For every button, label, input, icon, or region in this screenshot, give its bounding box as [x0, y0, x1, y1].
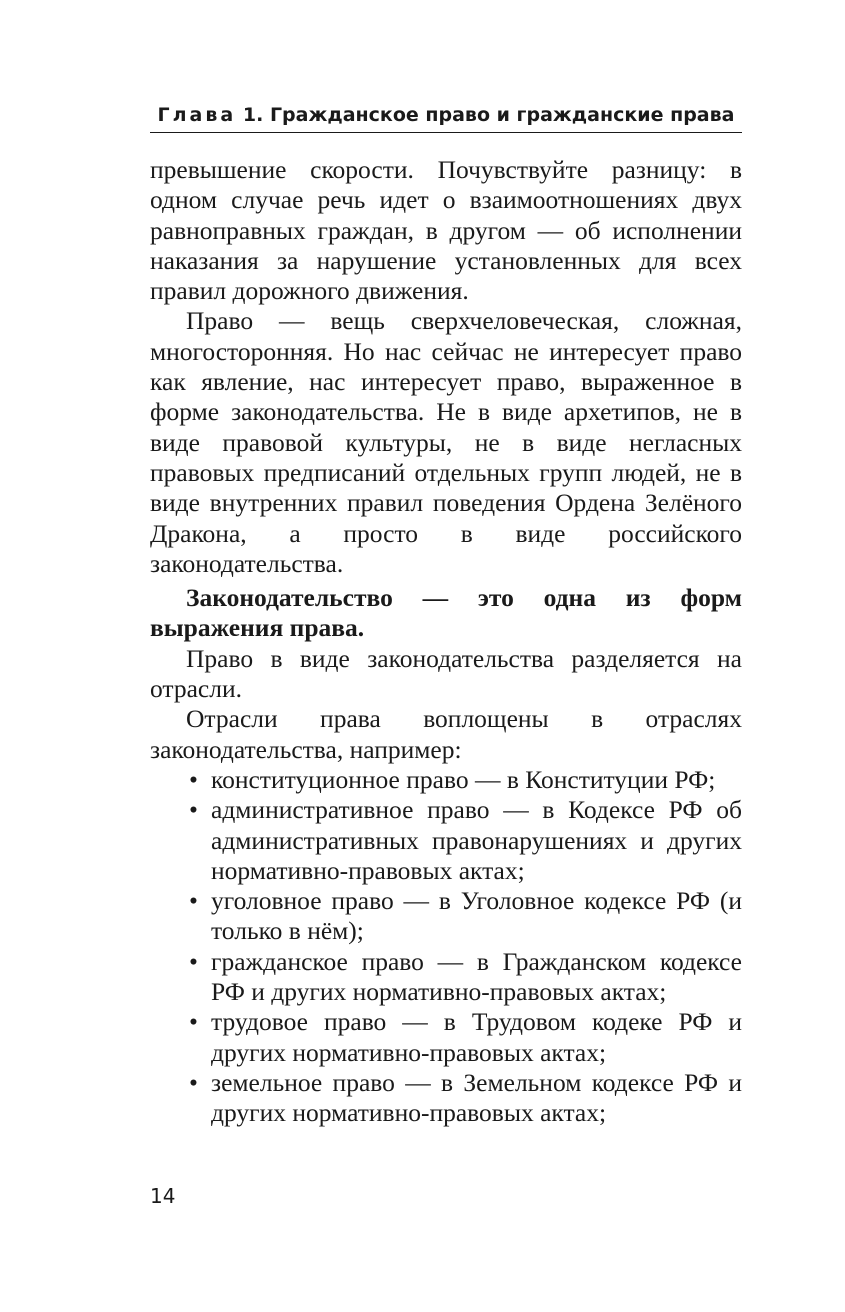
- chapter-word: Глава: [157, 104, 237, 126]
- list-item: [150, 947, 742, 1008]
- chapter-number: 1.: [242, 104, 264, 126]
- bullet-icon: •: [189, 1067, 198, 1097]
- list-item: [150, 795, 742, 886]
- list-item-text: трудовое право — в Трудовом кодеке РФ и других нормативно-правовых актах;: [211, 1007, 742, 1067]
- bullet-icon: •: [189, 795, 198, 825]
- bullet-icon: •: [189, 946, 198, 976]
- list-item: [150, 886, 742, 947]
- list-item: [150, 1068, 742, 1129]
- bullet-icon: •: [189, 764, 198, 794]
- list-item-text: конституционное право — в Конституции РФ;: [211, 764, 716, 794]
- running-head: [150, 103, 742, 127]
- page-number: 14: [150, 1184, 176, 1208]
- list-item: [150, 1007, 742, 1068]
- list-item-text: гражданское право — в Гражданском кодексе РФ и других нормативно-правовых актах;: [211, 946, 742, 1007]
- header-rule: [150, 132, 742, 133]
- paragraph-examples-intro: Отрасли права воплощены в отраслях законодательства, например:: [150, 704, 742, 764]
- bullet-icon: •: [189, 1007, 198, 1037]
- chapter-title: Гражданское право и гражданские права: [269, 104, 735, 126]
- law-branches-list: [150, 765, 742, 1129]
- list-item-text: административное право — в Кодексе РФ об административных правонарушениях и других нормативно-правовых актах;: [211, 795, 742, 885]
- paragraph-branches: Право в виде законодательства разделяется на отрасли.: [150, 643, 742, 704]
- list-item-text: уголовное право — в Уголовное кодексе РФ (и только в нём);: [211, 886, 742, 946]
- body-text: [150, 155, 742, 1129]
- list-item: [150, 765, 742, 795]
- paragraph-key-statement: Законодательство — это одна из форм выражения права.: [150, 583, 742, 643]
- paragraph-continuation: превышение скорости. Почувствуйте разницу: в одном случае речь идет о взаимоотношениях двух равноправных граждан, в другом — об исполнении наказания за нарушение установленных для всех правил дорожного движения.: [150, 155, 742, 306]
- paragraph-law-concept: Право — вещь сверхчеловеческая, сложная, многосторонняя. Но нас сейчас не интересует право как явление, нас интересует право, выраженное в форме законодательства. Не в виде архетипов, не в виде правовой культуры, не в виде негласных правовых предписаний отдельных групп людей, не в виде внутренних правил поведения Ордена Зелёного Дракона, а просто в виде российского законодательства.: [150, 306, 742, 578]
- list-item-text: земельное право — в Земельном кодексе РФ и других нормативно-правовых актах;: [211, 1067, 742, 1128]
- bullet-icon: •: [189, 886, 198, 916]
